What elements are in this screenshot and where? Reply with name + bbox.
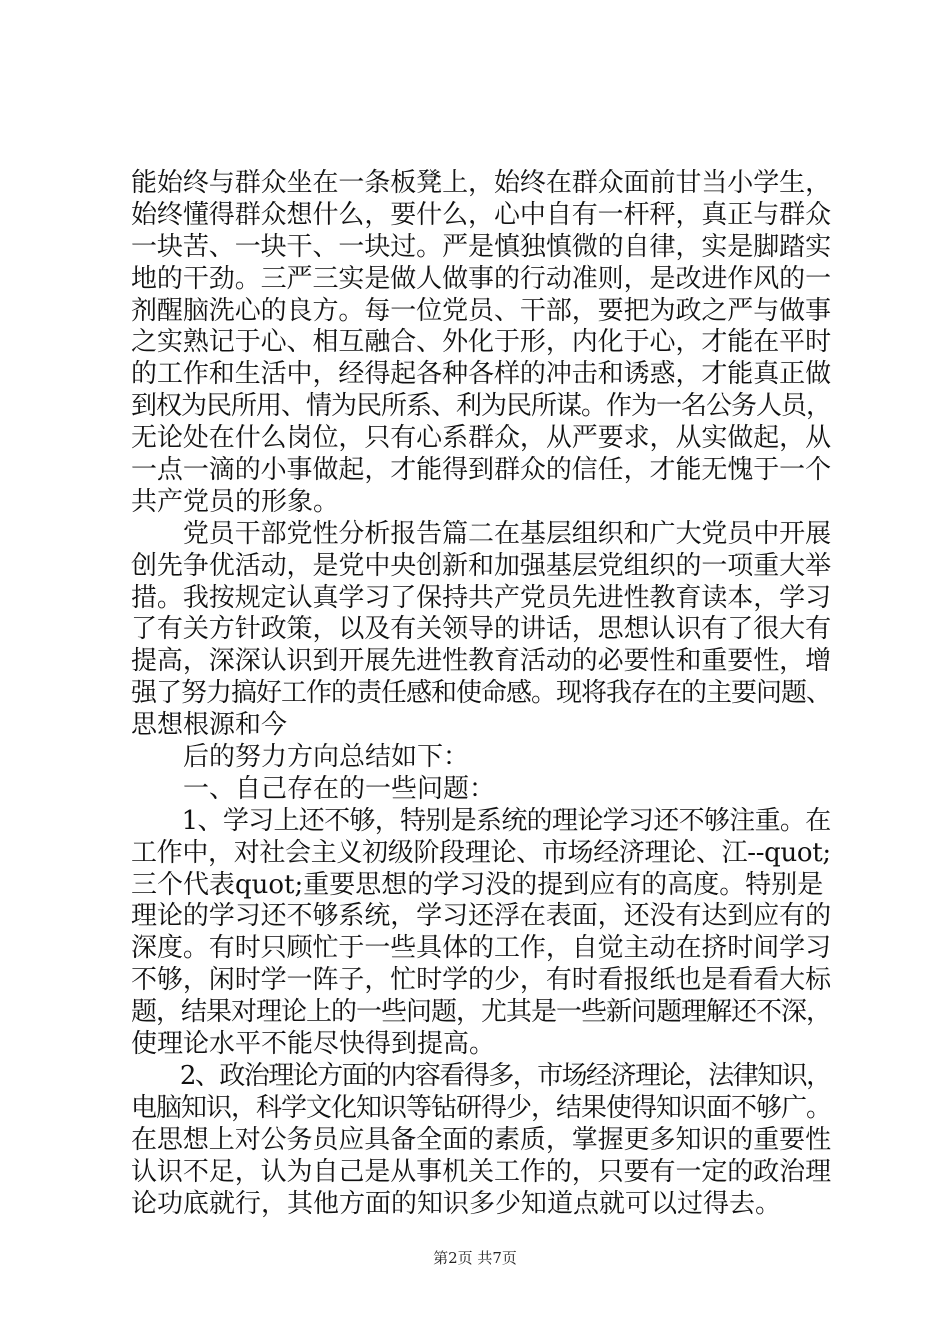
text-line: 强了努力搞好工作的责任感和使命感。现将我存在的主要问题、 (131, 678, 831, 709)
text-line: 2、政治理论方面的内容看得多，市场经济理论，法律知识， (131, 1060, 831, 1091)
text-line: 一块苦、一块干、一块过。严是慎独慎微的自律，实是脚踏实 (131, 231, 831, 262)
text-line: 不够，闲时学一阵子，忙时学的少，有时看报纸也是看看大标 (131, 965, 831, 996)
text-line: 工作中，对社会主义初级阶段理论、市场经济理论、江--quot; (131, 837, 831, 868)
text-line: 1、学习上还不够，特别是系统的理论学习还不够注重。在 (131, 805, 831, 836)
text-line: 提高，深深认识到开展先进性教育活动的必要性和重要性，增 (131, 646, 831, 677)
text-line: 理论的学习还不够系统，学习还浮在表面，还没有达到应有的 (131, 901, 831, 932)
text-line: 三个代表quot;重要思想的学习没的提到应有的高度。特别是 (131, 869, 824, 900)
text-line: 到权为民所用、情为民所系、利为民所谋。作为一名公务人员， (131, 391, 831, 422)
text-line: 的工作和生活中，经得起各种各样的冲击和诱惑，才能真正做 (131, 359, 831, 390)
text-line: 无论处在什么岗位，只有心系群众，从严要求，从实做起，从 (131, 423, 831, 454)
text-line: 电脑知识，科学文化知识等钻研得少，结果使得知识面不够广。 (131, 1092, 831, 1123)
text-line: 地的干劲。三严三实是做人做事的行动准则，是改进作风的一 (131, 263, 831, 294)
text-line: 一、自己存在的一些问题： (131, 773, 496, 804)
text-line: 认识不足，认为自己是从事机关工作的，只要有一定的政治理 (131, 1156, 831, 1187)
document-body (131, 168, 831, 1220)
text-line: 了有关方针政策，以及有关领导的讲话，思想认识有了很大有 (131, 614, 831, 645)
text-line: 思想根源和今 (131, 710, 288, 741)
text-line: 党员干部党性分析报告篇二在基层组织和广大党员中开展 (131, 518, 831, 549)
text-line: 题，结果对理论上的一些问题，尤其是一些新问题理解还不深， (131, 997, 831, 1028)
text-line: 能始终与群众坐在一条板凳上，始终在群众面前甘当小学生， (131, 168, 831, 198)
text-line: 一点一滴的小事做起，才能得到群众的信任，才能无愧于一个 (131, 455, 831, 486)
text-line: 始终懂得群众想什么，要什么，心中自有一杆秤，真正与群众 (131, 199, 831, 230)
text-line: 创先争优活动，是党中央创新和加强基层党组织的一项重大举 (131, 550, 831, 581)
text-line: 后的努力方向总结如下： (131, 742, 470, 773)
text-line: 论功底就行，其他方面的知识多少知道点就可以过得去。 (131, 1188, 782, 1219)
text-line: 之实熟记于心、相互融合、外化于形，内化于心，才能在平时 (131, 327, 831, 358)
text-line: 使理论水平不能尽快得到提高。 (131, 1029, 496, 1060)
page-footer: 第2页 共7页 (433, 1249, 517, 1267)
text-line: 共产党员的形象。 (131, 486, 340, 517)
text-line: 在思想上对公务员应具备全面的素质，掌握更多知识的重要性 (131, 1124, 831, 1155)
text-line: 措。我按规定认真学习了保持共产党员先进性教育读本，学习 (131, 582, 831, 613)
text-line: 剂醒脑洗心的良方。每一位党员、干部，要把为政之严与做事 (131, 295, 831, 326)
text-line: 深度。有时只顾忙于一些具体的工作，自觉主动在挤时间学习 (131, 933, 831, 964)
